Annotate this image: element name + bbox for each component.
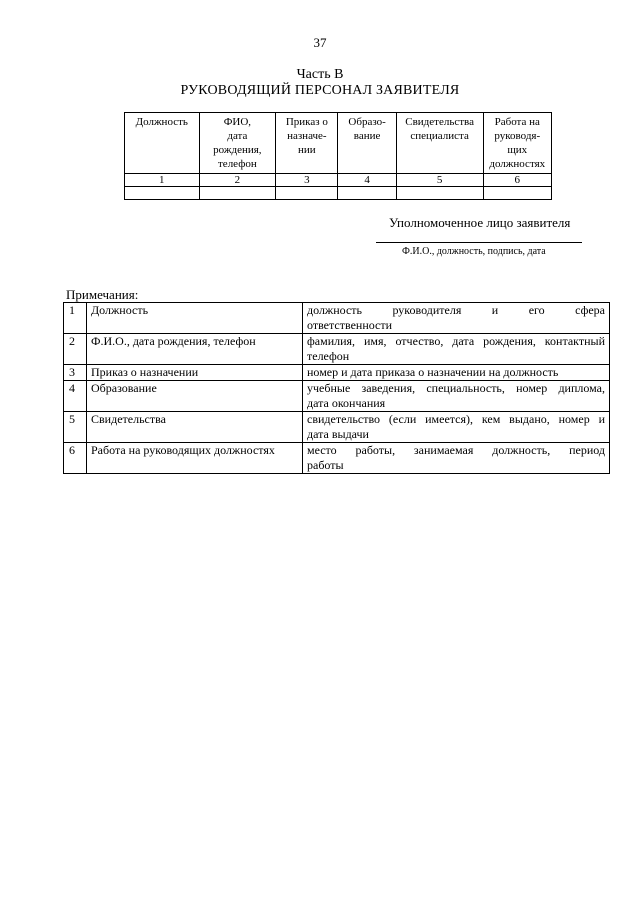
column-number: 1: [125, 174, 200, 187]
header-education-line: вание: [353, 130, 381, 142]
notes-description-line: фамилия, имя, отчество, дата рождения, контактный: [307, 334, 605, 348]
empty-cell: [199, 187, 276, 200]
notes-description-line: ответственности: [307, 318, 393, 332]
personnel-table-number-row: [125, 174, 552, 187]
empty-cell: [125, 187, 200, 200]
empty-cell: [396, 187, 483, 200]
notes-description-line: место работы, занимаемая должность, период: [307, 443, 605, 457]
personnel-table-header-row: [125, 113, 552, 174]
page-number: 37: [313, 35, 327, 50]
header-fio-line: рождения,: [213, 144, 262, 156]
header-fio: [199, 113, 276, 174]
notes-row-name: Образование: [87, 381, 303, 412]
header-certificates-line: Свидетельства: [405, 116, 474, 128]
empty-cell: [338, 187, 396, 200]
notes-row: [64, 381, 610, 412]
notes-row: [64, 365, 610, 381]
notes-row-number: 2: [64, 334, 87, 365]
notes-row-name: Работа на руководящих должностях: [87, 443, 303, 474]
notes-row-name: Приказ о назначении: [87, 365, 303, 381]
column-number: 2: [199, 174, 276, 187]
header-order: [276, 113, 338, 174]
empty-cell: [483, 187, 551, 200]
header-fio-line: ФИО,: [223, 116, 252, 128]
column-number: 4: [338, 174, 396, 187]
notes-table: [63, 302, 610, 474]
header-education-line: Образо-: [348, 116, 386, 128]
notes-row-name: Ф.И.О., дата рождения, телефон: [87, 334, 303, 365]
notes-description-line: телефон: [307, 349, 350, 363]
header-management-work-line: должностях: [489, 158, 546, 170]
header-order-line: назначе-: [287, 130, 327, 142]
header-management-work-line: руководя-: [494, 130, 541, 142]
notes-heading: Примечания:: [66, 287, 139, 302]
notes-row-description: [303, 443, 610, 474]
notes-row: [64, 443, 610, 474]
notes-row: [64, 334, 610, 365]
notes-row-number: 5: [64, 412, 87, 443]
header-certificates-line: специалиста: [410, 130, 469, 142]
signature-caption: Ф.И.О., должность, подпись, дата: [402, 246, 546, 257]
header-certificates: [396, 113, 483, 174]
header-fio-line: дата: [227, 130, 248, 142]
header-management-work: [483, 113, 551, 174]
notes-description-line: дата окончания: [307, 396, 386, 410]
notes-row-description: [303, 334, 610, 365]
notes-row-number: 4: [64, 381, 87, 412]
column-number: 5: [396, 174, 483, 187]
header-order-line: нии: [297, 144, 316, 156]
notes-row-number: 3: [64, 365, 87, 381]
section-title: РУКОВОДЯЩИЙ ПЕРСОНАЛ ЗАЯВИТЕЛЯ: [180, 83, 460, 98]
notes-description-line: работы: [307, 458, 344, 472]
notes-description-line: дата выдачи: [307, 427, 369, 441]
notes-row-description: [303, 365, 610, 381]
signature-label: Уполномоченное лицо заявителя: [389, 215, 571, 230]
header-management-work-line: Работа на: [494, 116, 540, 128]
notes-row-number: 1: [64, 303, 87, 334]
notes-row: [64, 412, 610, 443]
column-number: 6: [483, 174, 551, 187]
empty-cell: [276, 187, 338, 200]
notes-row-name: Должность: [87, 303, 303, 334]
notes-row-description: [303, 381, 610, 412]
header-education: [338, 113, 396, 174]
header-position-line: Должность: [135, 116, 188, 128]
notes-row-description: [303, 412, 610, 443]
header-management-work-line: щих: [507, 144, 528, 156]
notes-description-line: свидетельство (если имеется), кем выдано, номер и: [307, 412, 605, 426]
notes-row-name: Свидетельства: [87, 412, 303, 443]
header-position: [125, 113, 200, 174]
notes-row-description: [303, 303, 610, 334]
notes-row: [64, 303, 610, 334]
notes-description-line: должность руководителя и его сфера: [307, 303, 605, 317]
header-order-line: Приказ о: [285, 116, 328, 128]
header-fio-line: телефон: [218, 158, 257, 170]
notes-description-line: номер и дата приказа о назначении на должность: [307, 365, 559, 379]
part-title: Часть В: [296, 67, 344, 82]
signature-line: [376, 242, 582, 243]
notes-row-number: 6: [64, 443, 87, 474]
notes-description-line: учебные заведения, специальность, номер диплома,: [307, 381, 605, 395]
personnel-table: [124, 112, 552, 200]
personnel-table-empty-row: [125, 187, 552, 200]
column-number: 3: [276, 174, 338, 187]
